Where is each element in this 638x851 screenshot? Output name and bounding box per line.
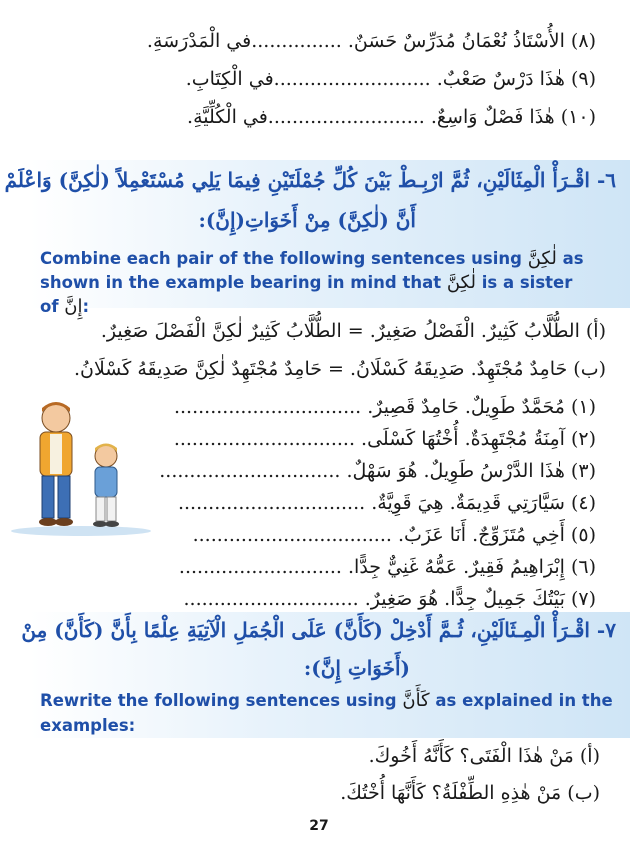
section-7-example-a: (أ) مَنْ هٰذَا الْفَتَى؟ كَأَنَّهُ أَخُوكَ. (368, 745, 600, 767)
en-text: as (562, 249, 584, 268)
section-6-heading-line-2: أَنَّ (لٰكِنَّ) مِنْ أَخَوَاتِ(إِنَّ): (198, 208, 416, 232)
section-6-item-3: (٣) هٰذَا الدَّرْسُ طَوِيلٌ. هُوَ سَهْلٌ. .............................. (159, 460, 596, 482)
section-6-english-line-3 (40, 296, 89, 317)
en-text: is a sister (481, 273, 573, 292)
section-6-english-line-2 (40, 272, 572, 293)
en-text: : (82, 297, 90, 316)
en-text: of (40, 297, 59, 316)
section-6-item-1: (١) مُحَمَّدٌ طَوِيلٌ. حَامِدٌ قَصِيرٌ. ............................... (173, 396, 596, 418)
exercise-line-9: (٩) هٰذَا دَرْسٌ صَعْبٌ. ..........................في الْكِتَابِ. (185, 68, 596, 90)
en-arabic-word: لٰكِنَّ (527, 248, 557, 269)
section-6-item-5: (٥) أَخِي مُتَزَوِّجٌ. أَنَا عَزَبٌ. ................................. (192, 524, 596, 546)
en-arabic-word: لٰكِنَّ (446, 272, 476, 293)
page-number: 27 (309, 818, 329, 834)
section-7-heading-line-2: (أَخَوَاتِ إِنَّ): (303, 656, 410, 680)
en-arabic-word: كَأَنَّ (402, 690, 430, 711)
section-6-item-2: (٢) آمِنَةُ مُجْتَهِدَةٌ. أُخْتُهَا كَسْلَى. .............................. (173, 428, 596, 450)
section-7-english-line-2: examples: (40, 716, 136, 735)
section-6-example-b: (ب) حَامِدٌ مُجْتَهِدٌ. صَدِيقَهُ كَسْلَانُ. = حَامِدٌ مُجْتَهِدٌ لٰكِنَّ صَدِيقَهُ كَسْلَانُ. (73, 358, 606, 380)
section-6-example-a: (أ) الطُّلَّابُ كَثِيرٌ. الْفَصْلُ صَغِيرٌ. = الطُّلَّابُ كَثِيرٌ لٰكِنَّ الْفَصْلَ صَغِيرٌ. (100, 320, 606, 342)
section-7-example-b: (ب) مَنْ هٰذِهِ الطِّفْلَةُ؟ كَأَنَّهَا أُخْتُكَ. (340, 782, 600, 804)
section-6-english-line-1 (40, 248, 584, 269)
section-7-english-line-1 (40, 690, 613, 711)
exercise-line-10: (١٠) هٰذَا فَصْلٌ وَاسِعٌ. ..........................في الْكُلِّيَّةِ. (187, 106, 596, 128)
section-6-item-6: (٦) إِبْرَاهِيمُ فَقِيرٌ. عَمُّهُ غَنِيٌّ جِدًّا. ........................... (178, 556, 596, 578)
exercise-line-8: (٨) الأُسْتَاذُ نُعْمَانُ مُدَرِّسٌ حَسَنٌ. ...............في الْمَدْرَسَةِ. (146, 30, 596, 52)
two-boys-illustration (6, 388, 156, 538)
section-6-heading-line-1: ٦- اقْـرَأْ الْمِثَالَيْنِ، ثُمَّ ارْبِـطْ بَيْنَ كُلِّ جُمْلَتَيْنِ فِيمَا يَلِي مُسْتَعْمِلاً (لٰكِنَّ) وَاعْلَمْ (4, 168, 616, 192)
en-text: Combine each pair of the following sentences using (40, 249, 522, 268)
section-7-heading-line-1: ٧- اقْـرَأْ الْمِـثَالَيْنِ، ثُـمَّ أَدْخِلْ (كَأَنَّ) عَلَى الْجُمَلِ الْآتِيَةِ عِلْمًا بِأَنَّ (كَأَنَّ) مِنْ (21, 618, 616, 642)
en-text: as explained in the (435, 691, 613, 710)
en-text: shown in the example bearing in mind that (40, 273, 442, 292)
en-text: Rewrite the following sentences using (40, 691, 397, 710)
en-arabic-word: إِنَّ (64, 296, 83, 317)
section-6-item-4: (٤) سَيَّارَتِي قَدِيمَةٌ. هِيَ قَوِيَّةٌ. ............................... (177, 492, 596, 514)
section-6-item-7: (٧) بَيْتُكَ جَمِيلٌ جِدًّا. هُوَ صَغِيرٌ. ............................. (183, 588, 596, 610)
